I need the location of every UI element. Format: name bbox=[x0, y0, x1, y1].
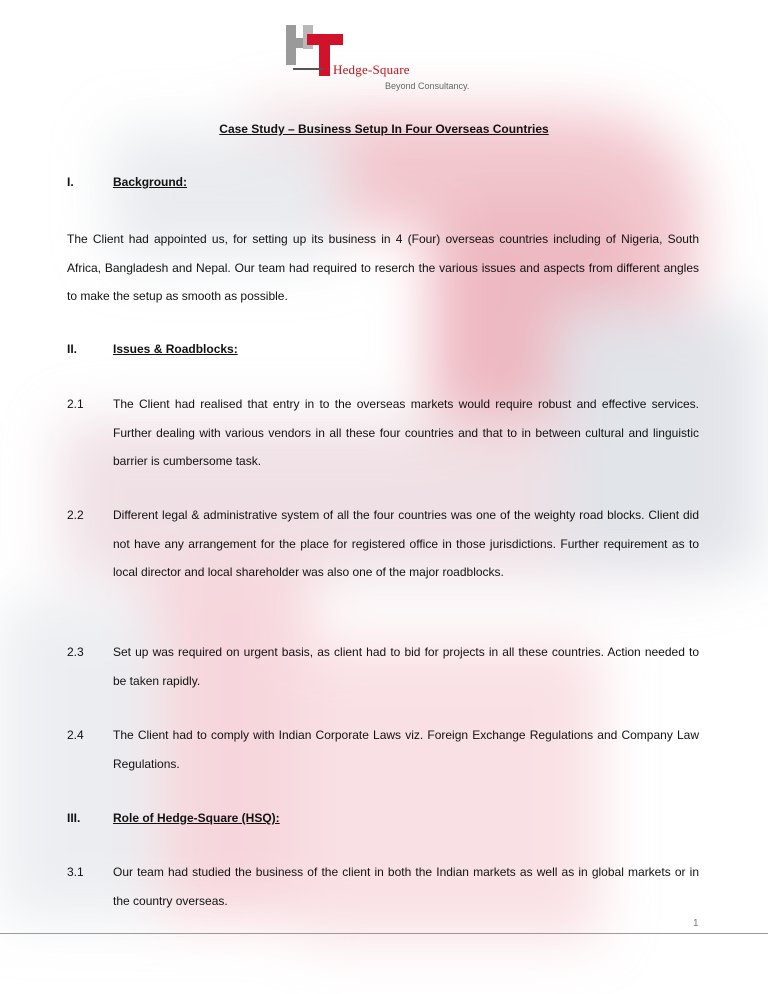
item-text: Our team had studied the business of the client in both the Indian markets as well as in global markets or in the country overseas. bbox=[113, 865, 699, 908]
background-paragraph: The Client had appointed us, for setting up its business in 4 (Four) overseas countries including of Nigeria, South Africa, Bangladesh and Nepal. Our team had required to reserch the various issues and aspects from different angles to make the setup as smooth as possible. bbox=[67, 232, 699, 303]
item-text: The Client had to comply with Indian Corporate Laws viz. Foreign Exchange Regulations and Company Law Regulations. bbox=[113, 728, 699, 771]
section-title: Role of Hedge-Square (HSQ): bbox=[113, 811, 280, 825]
item-number: 3.1 bbox=[67, 865, 84, 879]
page-divider bbox=[0, 933, 768, 934]
document-title: Case Study – Business Setup In Four Overseas Countries bbox=[219, 122, 549, 136]
item-number: 2.2 bbox=[67, 508, 84, 522]
section-heading-issues bbox=[67, 342, 238, 356]
section-heading-role bbox=[67, 811, 280, 825]
page-number: 1 bbox=[693, 918, 699, 929]
section-heading-background bbox=[67, 175, 187, 189]
item-text: Different legal & administrative system of all the four countries was one of the weighty road blocks. Client did not have any arrangement for the place for registered office in those jurisdictions. Further requirement as to local director and local shareholder was also one of the major roadblocks. bbox=[113, 508, 699, 579]
item-number: 2.1 bbox=[67, 397, 84, 411]
section-title: Background: bbox=[113, 175, 188, 189]
item-text: Set up was required on urgent basis, as client had to bid for projects in all these countries. Action needed to be taken rapidly. bbox=[113, 645, 699, 688]
brand-tagline: Beyond Consultancy. bbox=[385, 81, 470, 91]
section-number: III. bbox=[67, 811, 81, 825]
section-number: II. bbox=[67, 342, 78, 356]
item-text: The Client had realised that entry in to the overseas markets would require robust and effective services. Further dealing with various vendors in all these four countries and that to in between cultural and linguistic barrier is cumbersome task. bbox=[113, 397, 699, 468]
section-number: I. bbox=[67, 175, 74, 189]
brand-name: Hedge-Square bbox=[333, 62, 410, 77]
section-title: Issues & Roadblocks: bbox=[113, 342, 238, 356]
item-number: 2.3 bbox=[67, 645, 84, 659]
item-number: 2.4 bbox=[67, 728, 84, 742]
